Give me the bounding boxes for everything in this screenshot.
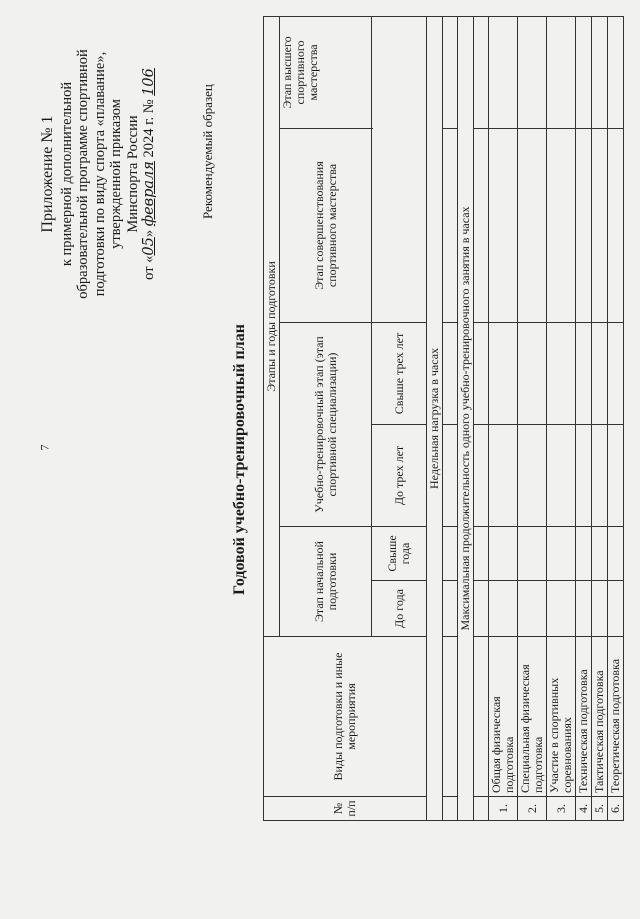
duration-cell bbox=[474, 16, 489, 128]
header-stage-training: Учебно-тренировочный этап (этап спортивной специализации) bbox=[280, 323, 372, 527]
weekly-cell bbox=[443, 581, 458, 637]
header-kinds: Виды подготовки и иные мероприятия bbox=[264, 637, 427, 797]
weekly-cell-kinds bbox=[443, 637, 458, 797]
row-name: Общая физическая подготовка bbox=[489, 637, 518, 797]
row-name: Тактическая подготовка bbox=[592, 637, 608, 797]
duration-cell bbox=[474, 129, 489, 323]
header-stage-initial: Этап начальной подготовки bbox=[280, 527, 372, 637]
appendix-line3: образовательной программе спортивной bbox=[75, 49, 91, 299]
recommended-sample: Рекомендуемый образец bbox=[200, 84, 215, 219]
weekly-cell bbox=[443, 425, 458, 527]
duration-cell-num bbox=[474, 797, 489, 821]
table-row bbox=[547, 16, 576, 820]
appendix-line6: Минспорта России bbox=[124, 115, 141, 233]
duration-cell bbox=[474, 527, 489, 581]
header-num: № п/п bbox=[264, 797, 427, 821]
max-duration-row: Максимальная продолжительность одного учебно-тренировочного занятия в часах bbox=[458, 16, 474, 820]
row-num: 2. bbox=[518, 797, 547, 821]
duration-cell bbox=[474, 323, 489, 425]
date-day: 05 bbox=[141, 237, 157, 256]
date-year: 2024 г. № bbox=[141, 95, 157, 162]
header-spacer bbox=[372, 16, 427, 322]
date-prefix: от « bbox=[141, 255, 157, 280]
table-row bbox=[489, 16, 518, 820]
header-training-year2: Свыше трех лет bbox=[372, 323, 427, 425]
header-stage-higher: Этап высшего спортивного мастерства bbox=[280, 16, 372, 128]
row-name: Специальная физическая подготовка bbox=[518, 637, 547, 797]
weekly-cell bbox=[443, 129, 458, 323]
weekly-cell bbox=[443, 527, 458, 581]
header-stages: Этапы и годы подготовки bbox=[264, 16, 280, 636]
appendix-block bbox=[40, 39, 158, 309]
appendix-line1: Приложение № 1 bbox=[39, 115, 56, 233]
training-plan-table bbox=[263, 16, 624, 821]
weekly-cell bbox=[443, 323, 458, 425]
appendix-line5: утвержденной приказом bbox=[108, 99, 124, 249]
table-row bbox=[576, 16, 592, 820]
appendix-line4: подготовки по виду спорта «плавание», bbox=[91, 51, 108, 297]
row-num: 5. bbox=[592, 797, 608, 821]
row-num: 1. bbox=[489, 797, 518, 821]
table-row bbox=[518, 16, 547, 820]
page-number: 7 bbox=[37, 444, 52, 451]
table-row bbox=[608, 16, 624, 820]
header-initial-year2: Свыше года bbox=[372, 527, 427, 581]
document-title: Годовой учебно-тренировочный план bbox=[231, 324, 248, 595]
row-num: 3. bbox=[547, 797, 576, 821]
appendix-line2: к примерной дополнительной bbox=[58, 81, 75, 267]
header-stage-improvement: Этап совершенствования спортивного мастерства bbox=[280, 129, 372, 323]
date-mid: » bbox=[141, 226, 157, 238]
duration-cell bbox=[474, 581, 489, 637]
row-name: Техническая подготовка bbox=[576, 637, 592, 797]
appendix-date bbox=[141, 39, 158, 309]
order-number: 106 bbox=[141, 68, 157, 96]
header-training-year1: До трех лет bbox=[372, 425, 427, 527]
weekly-load-row: Недельная нагрузка в часах bbox=[427, 16, 443, 820]
duration-cell-kinds bbox=[474, 637, 489, 797]
weekly-cell-num bbox=[443, 797, 458, 821]
header-initial-year1: До года bbox=[372, 581, 427, 637]
date-month: февраля bbox=[141, 161, 157, 227]
row-num: 6. bbox=[608, 797, 624, 821]
row-num: 4. bbox=[576, 797, 592, 821]
row-name: Теоретическая подготовка bbox=[608, 637, 624, 797]
duration-cell bbox=[474, 425, 489, 527]
weekly-cell bbox=[443, 16, 458, 128]
row-name: Участие в спортивных соревнованиях bbox=[547, 637, 576, 797]
table-row bbox=[592, 16, 608, 820]
